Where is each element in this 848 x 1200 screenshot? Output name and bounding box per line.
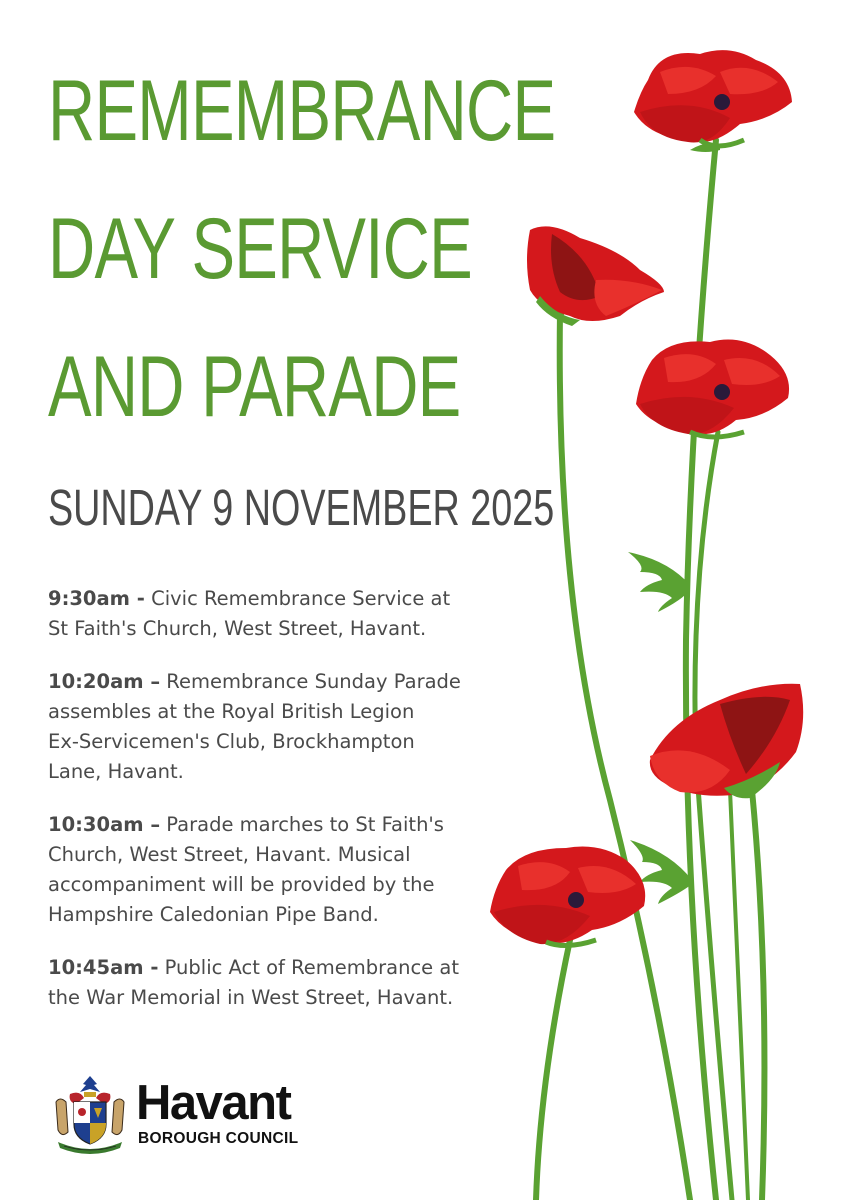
poppy-flower-icon (636, 340, 789, 437)
schedule-item-parade-marches (48, 810, 518, 930)
schedule-text-line: Parade marches to St Faith's (160, 813, 444, 836)
brand-name: Havant (136, 1076, 291, 1130)
schedule-text-line: Hampshire Caledonian Pipe Band. (48, 903, 379, 926)
title-line-1: REMEMBRANCE (48, 63, 556, 159)
schedule-text-line: Ex-Servicemen's Club, Brockhampton (48, 730, 415, 753)
schedule-text-line: Lane, Havant. (48, 760, 184, 783)
council-logo (50, 1072, 320, 1157)
schedule-time: 9:30am - (48, 587, 145, 610)
poppy-stem (536, 940, 570, 1200)
poppy-flower-icon (650, 684, 803, 798)
schedule-item-parade-assembles (48, 667, 518, 787)
poppy-stem (686, 140, 716, 1200)
schedule-text-line: St Faith's Church, West Street, Havant. (48, 617, 427, 640)
schedule-text-line: assembles at the Royal British Legion (48, 700, 415, 723)
poppy-flower-icon (634, 50, 792, 146)
leaf-icon (628, 552, 690, 612)
coat-of-arms-icon (50, 1072, 130, 1157)
event-schedule (48, 584, 518, 1036)
schedule-text-line: accompaniment will be provided by the (48, 873, 435, 896)
schedule-time: 10:30am – (48, 813, 161, 836)
poppy-stem (752, 790, 764, 1200)
schedule-text-line: Remembrance Sunday Parade (160, 670, 461, 693)
poppies-illustration (470, 0, 848, 1200)
poppy-stem (695, 432, 732, 1200)
poppy-flower-icon (490, 847, 645, 946)
schedule-text-line: Civic Remembrance Service at (144, 587, 451, 610)
event-date: SUNDAY 9 NOVEMBER 2025 (48, 479, 555, 536)
schedule-time: 10:20am – (48, 670, 161, 693)
brand-subtitle: BOROUGH COUNCIL (138, 1130, 299, 1147)
schedule-text-line: Church, West Street, Havant. Musical (48, 843, 411, 866)
schedule-text-line: the War Memorial in West Street, Havant. (48, 986, 454, 1009)
schedule-item-civic-service (48, 584, 518, 644)
poppy-flower-icon (527, 226, 664, 326)
title-line-3: AND PARADE (48, 339, 461, 435)
schedule-text-line: Public Act of Remembrance at (158, 956, 459, 979)
title-line-2: DAY SERVICE (48, 201, 472, 297)
schedule-item-act-of-remembrance (48, 953, 518, 1013)
schedule-time: 10:45am - (48, 956, 159, 979)
poppy-stem (730, 790, 748, 1200)
